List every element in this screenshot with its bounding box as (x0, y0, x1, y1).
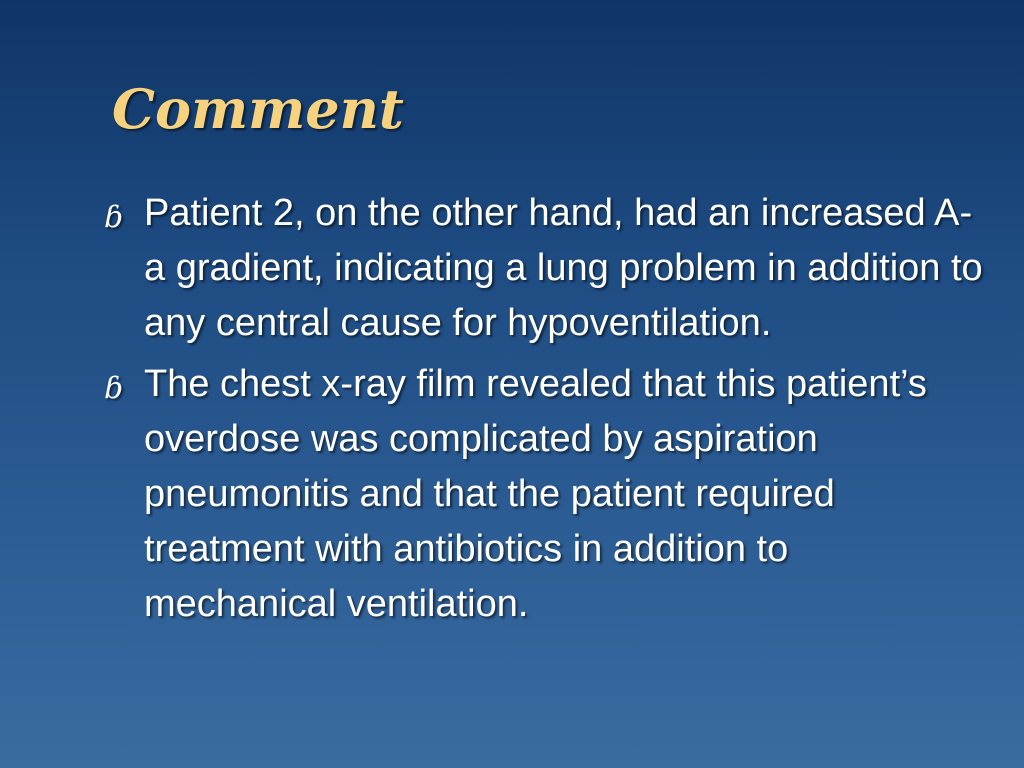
bullet-item (104, 357, 984, 632)
bullet-icon: ɓ (104, 200, 124, 235)
bullet-text: Patient 2, on the other hand, had an increased A-a gradient, indicating a lung problem in addition to any central cause for hypoventilation. (144, 192, 983, 344)
bullet-icon: ɓ (104, 371, 124, 406)
bullet-item (104, 186, 984, 351)
bullet-list (104, 186, 984, 638)
bullet-text: The chest x-ray film revealed that this patient’s overdose was complicated by aspiration pneumonitis and that the patient required treatment with antibiotics in addition to mechanical ventilation. (144, 363, 927, 625)
slide-title: Comment (112, 77, 404, 141)
